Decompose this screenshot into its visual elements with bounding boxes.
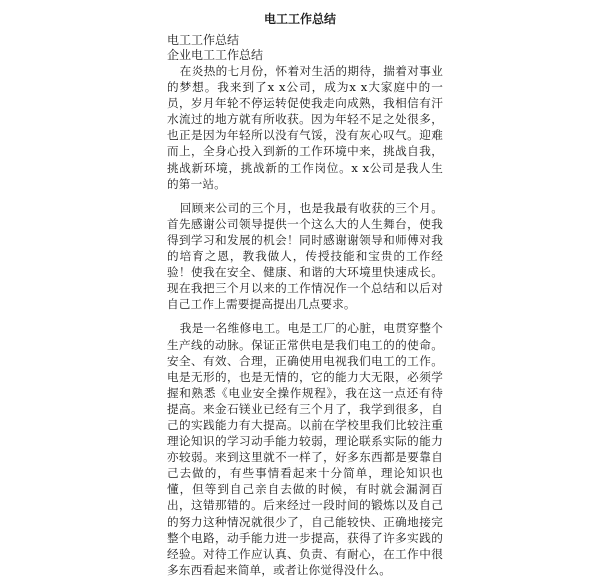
document-title: 电工工作总结 bbox=[263, 12, 336, 26]
section-heading: 电工工作总结 bbox=[167, 33, 240, 47]
section-subheading: 企业电工工作总结 bbox=[167, 48, 264, 62]
document-body bbox=[167, 63, 443, 578]
paragraph-intro: 在炎热的七月份，怀着对生活的期待，揣着对事业的梦想。我来到了x x公司，成为x x大家庭中的一员，岁月年轮不停运转促使我走向成熟，我相信有汗水流过的地方就有所收获。因为年轻不足之处很多，也正是因为年轻所以没有气馁，没有灰心叹气。迎难而上，全身心投入到新的工作环境中来，挑战自我，挑战新环境，挑战新的工作岗位。x x公司是我人生的第一站。 bbox=[167, 64, 443, 191]
paragraph-work: 我是一名维修电工。电是工厂的心脏，电贯穿整个生产线的动脉。保证正常供电是我们电工的的使命。安全、有效、合理，正确使用电视我们电工的工作。电是无形的，也是无情的，它的能力大无限，必须学握和熟悉《电业安全操作规程》，我在这一点还有待提高。来金石镁业已经有三个月了，我学到很多，自己的实践能力有大提高。以前在学校里我们比较注重理论知识的学习动手能力较弱，理论联系实际的能力亦较弱。来到这里就不一样了，好多东西都是要靠自己去做的，有些事情看起来十分简单，理论知识也懂，但等到自己亲自去做的时候，有时就会漏洞百出，这错那错的。后来经过一段时间的锻炼以及自己的努力这种情况就很少了，自己能较快、正确地接完整个电路，动手能力进一步提高，获得了许多实践的经验。对待工作应认真、负责、有耐心，在工作中很多东西看起来简单，或者让你觉得没什么。 bbox=[167, 321, 443, 577]
paragraph-review: 回顾来公司的三个月，也是我最有收获的三个月。首先感谢公司领导提供一个这么大的人生舞台，使我得到学习和发展的机会！同时感谢谢领导和师傅对我的培育之恩，教我做人，传授技能和宝贵的工作经验！使我在安全、健康、和谐的大环境里快速成长。现在我把三个月以来的工作情况作一个总结和以后对自己工作上需要提高提出几点要求。 bbox=[167, 200, 443, 312]
